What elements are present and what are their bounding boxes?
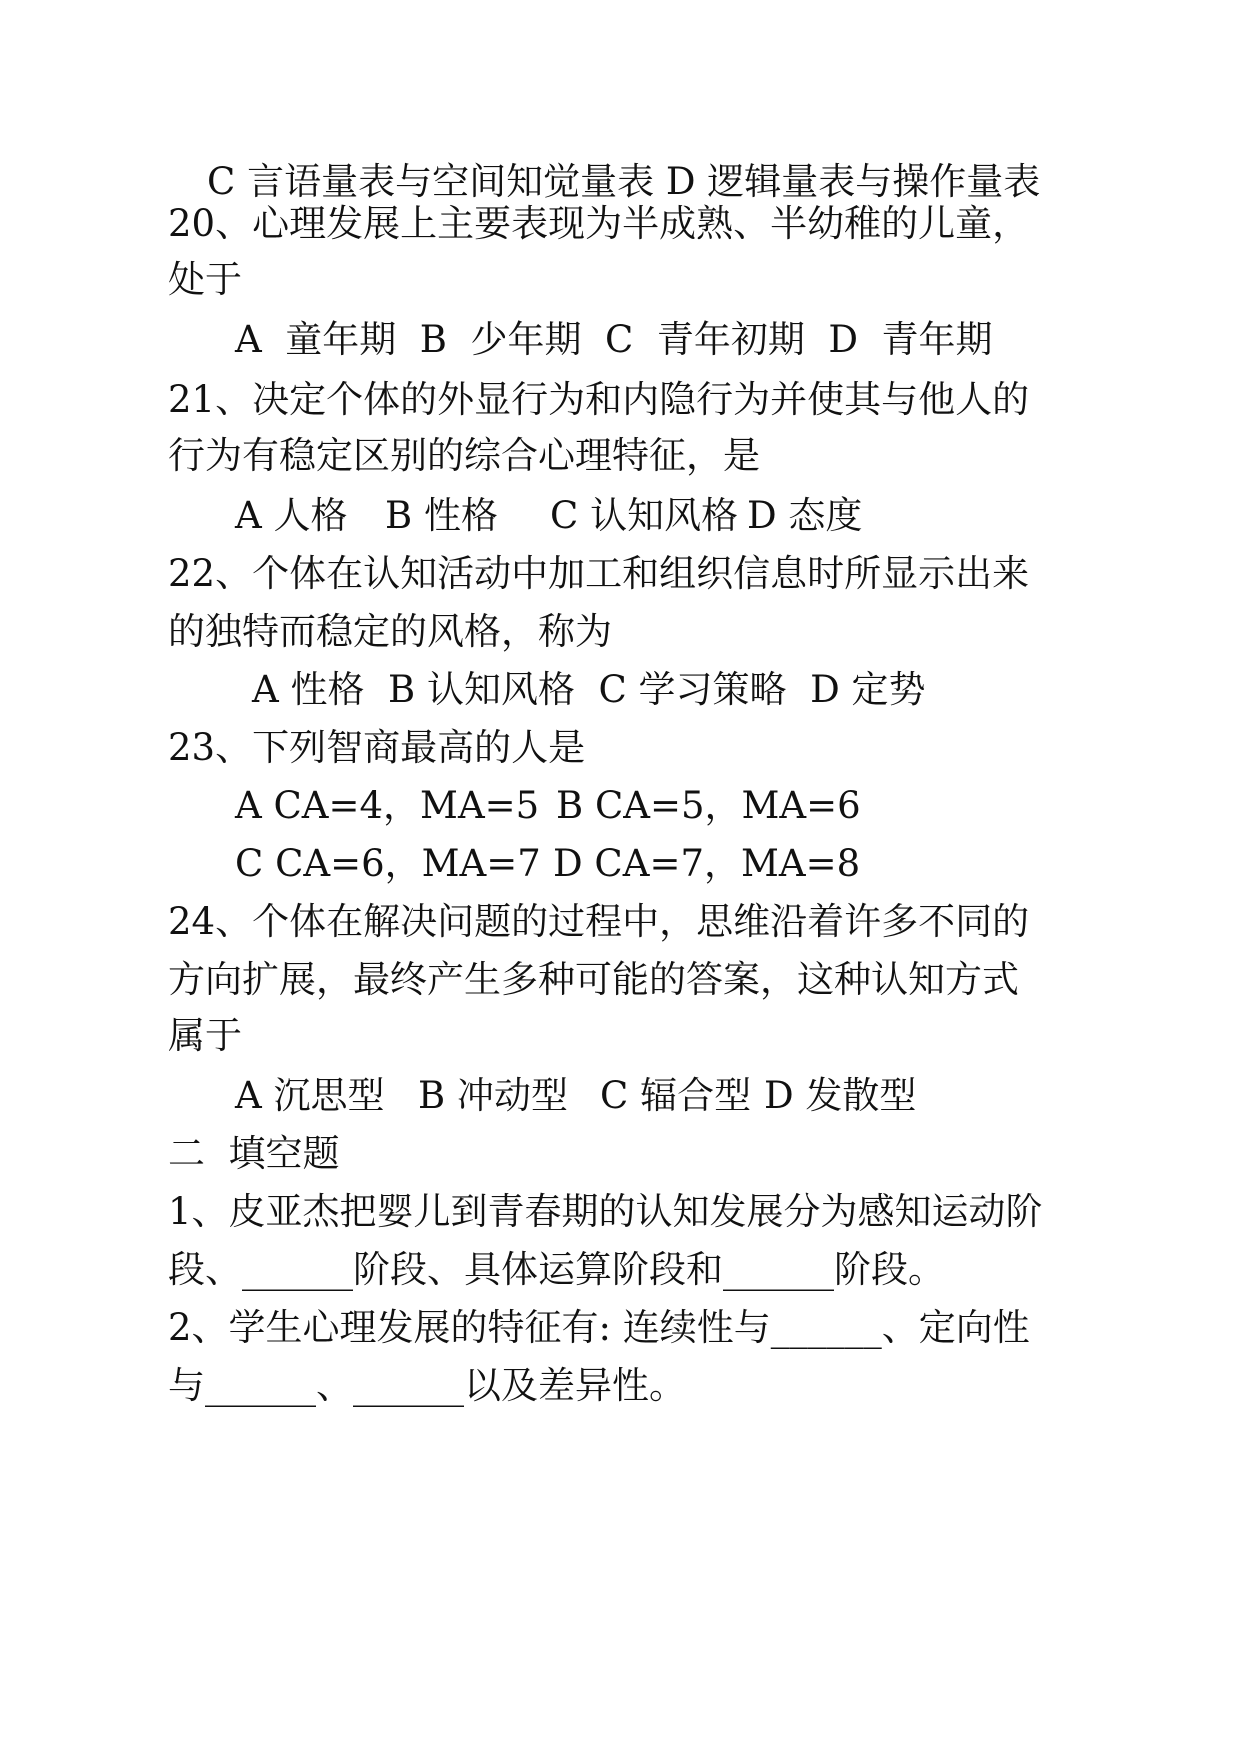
q21-option-d: D 态度 bbox=[747, 494, 863, 537]
q23-option-b: B CA=5，MA=6 bbox=[556, 784, 861, 827]
q21-option-a: A 人格 bbox=[235, 494, 348, 537]
q24-stem-line3: 属于 bbox=[168, 1014, 242, 1057]
q24-stem-line2: 方向扩展，最终产生多种可能的答案，这种认知方式 bbox=[168, 958, 1019, 1001]
fill1-line1: 1、皮亚杰把婴儿到青春期的认知发展分为感知运动阶 bbox=[168, 1190, 1043, 1233]
fill1-line2: 段、______阶段、具体运算阶段和______阶段。 bbox=[168, 1248, 945, 1291]
q21-stem-line1: 21、决定个体的外显行为和内隐行为并使其与他人的 bbox=[168, 378, 1030, 421]
q23-option-d: D CA=7，MA=8 bbox=[553, 842, 861, 885]
q24-option-b: B 冲动型 bbox=[418, 1074, 568, 1117]
q20-options: A 童年期 B 少年期 C 青年初期 D 青年期 bbox=[235, 318, 993, 361]
q24-option-c: C 辐合型 bbox=[600, 1074, 752, 1117]
q23-option-a: A CA=4，MA=5 bbox=[235, 784, 540, 827]
q23-option-c: C CA=6，MA=7 bbox=[235, 842, 541, 885]
section-heading-fill-in: 二 填空题 bbox=[168, 1132, 340, 1175]
q21-option-b: B 性格 bbox=[385, 494, 498, 537]
fill2-line2: 与______、______以及差异性。 bbox=[168, 1364, 686, 1407]
q22-stem-line2: 的独特而稳定的风格，称为 bbox=[168, 610, 612, 653]
q19-options-cd: C 言语量表与空间知觉量表 D 逻辑量表与操作量表 bbox=[207, 160, 1041, 203]
fill2-line1: 2、学生心理发展的特征有: 连续性与______、定向性 bbox=[168, 1306, 1030, 1349]
q20-stem-line2: 处于 bbox=[168, 258, 242, 301]
q21-stem-line2: 行为有稳定区别的综合心理特征，是 bbox=[168, 434, 760, 477]
q24-option-a: A 沉思型 bbox=[235, 1074, 385, 1117]
q22-options: A 性格 B 认知风格 C 学习策略 D 定势 bbox=[252, 668, 926, 711]
q24-stem-line1: 24、个体在解决问题的过程中，思维沿着许多不同的 bbox=[168, 900, 1030, 943]
q24-option-d: D 发散型 bbox=[764, 1074, 917, 1117]
q20-stem-line1: 20、心理发展上主要表现为半成熟、半幼稚的儿童， bbox=[168, 202, 1030, 245]
q23-stem: 23、下列智商最高的人是 bbox=[168, 726, 586, 769]
q22-stem-line1: 22、个体在认知活动中加工和组织信息时所显示出来 bbox=[168, 552, 1030, 595]
q21-option-c: C 认知风格 bbox=[550, 494, 739, 537]
